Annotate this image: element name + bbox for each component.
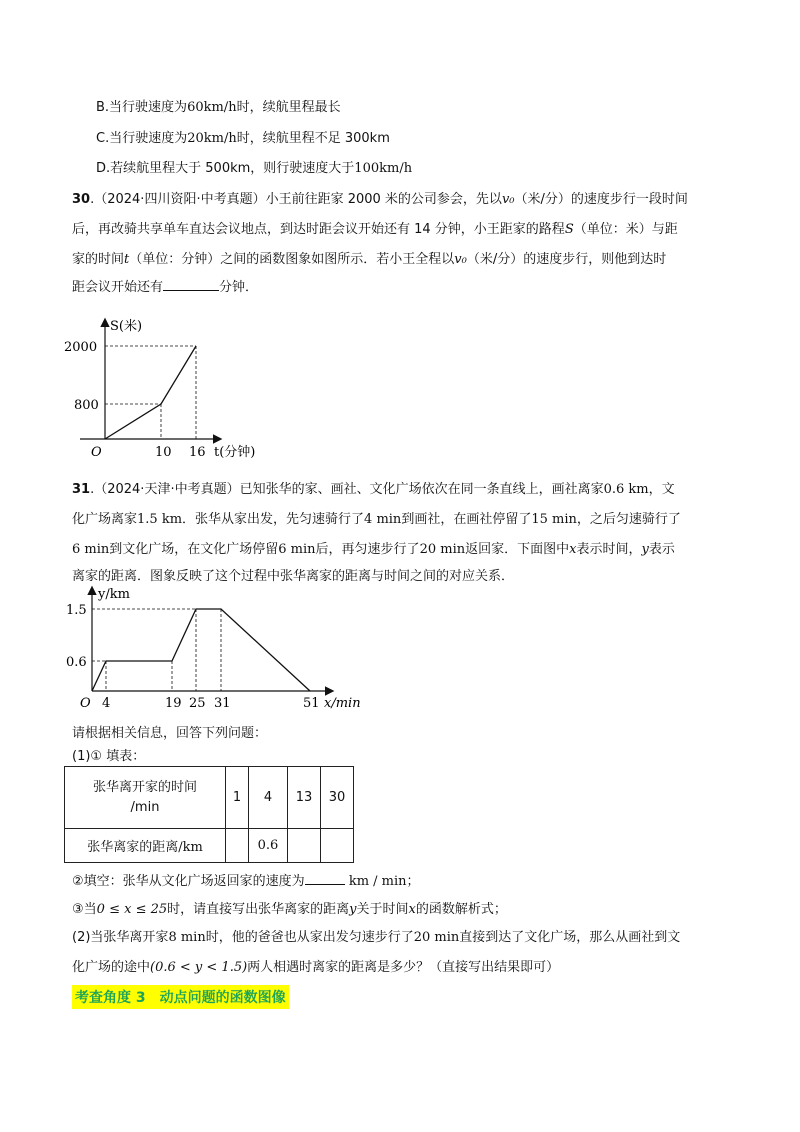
text: 表示 [648,542,675,557]
prompt: 请根据相关信息，回答下列问题： [72,726,268,741]
var-v0: v₀ [454,252,467,267]
value: 1.5 km [137,512,183,527]
x-tick-51: 51 [303,696,320,711]
text: 表示时间， [576,542,642,557]
option-value: 60km/h [187,100,237,115]
text: .（2024·四川资阳·中考真题）小王前往距家 2000 米的公司参会，先以 [90,192,502,207]
row-header-time [65,767,226,829]
part-1-heading [72,745,145,764]
text: /min [130,799,160,815]
table-cell: 30 [321,767,354,829]
q30-number: 30 [72,192,91,207]
part-2-line-2 [72,956,559,975]
x-tick-16: 16 [189,445,206,460]
y-tick-1.5: 1.5 [66,603,87,618]
y-axis-label: S(米) [110,319,143,334]
text: ； [406,874,420,889]
var-t: t [124,252,130,267]
answer-blank[interactable] [305,870,345,885]
option-text: .若续航里程大于 500km，则行驶速度大于 [106,161,355,176]
part-1-3 [72,898,507,917]
text: 返回家．下面图中 [465,542,570,557]
y-tick-0.6: 0.6 [66,655,87,670]
text: 张华离开家的时间 [92,779,197,795]
y-axis-label: y/km [98,587,130,602]
text: 两人相遇时离家的距离是多少？（直接写出结果即可） [247,960,560,975]
table-cell: 4 [249,767,288,829]
option-letter: B [96,100,105,115]
part-2-line-1 [72,926,680,945]
var-v0: v₀ [501,192,515,207]
text: 后，再改骑共享单车直达会议地点，到达时距会议开始还有 14 分钟，小王距家的路程 [72,222,565,237]
option-text: .当行驶速度为 [105,131,188,146]
var-x: x [569,542,577,557]
x-tick-31: 31 [214,696,231,711]
text: 化广场的途中 [72,960,151,975]
text: 的函数解析式； [415,902,507,917]
value: 0.6 km [603,482,649,497]
part-1-2 [72,870,420,889]
text: 离家的距离．图象反映了这个过程中张华离家的距离与时间之间的对应关系． [72,569,515,584]
value: 20 min [413,930,460,945]
x-tick-4: 4 [102,696,111,711]
answer-cell[interactable] [321,829,354,863]
condition: 0 ≤ x ≤ 25 [96,902,168,917]
x-axis-label: t(分钟) [214,445,256,460]
option-text: 时，续航里程不足 300km [236,131,390,146]
option-value: 20km/h [187,131,237,146]
table-cell: 0.6 [249,829,288,863]
text: 后，再匀速步行了 [315,542,420,557]
x-axis-label: x/min [324,696,361,711]
text: .（2024·天津·中考真题）已知张华的家、画社、文化广场依次在同一条直线上，画社离家 [90,482,604,497]
text: 直接到达了文化广场，那么从画社到文 [459,930,681,945]
text: ，文 [648,482,675,497]
option-letter: C [96,131,106,146]
y-tick-2000: 2000 [64,340,98,355]
option-d [96,157,412,176]
option-letter: D [96,161,107,176]
circle-number: ② [72,874,84,889]
text: 张华离家的距离 [87,840,179,855]
y-tick-800: 800 [74,398,99,413]
text: （米/分）的速度步行一段时间 [514,192,688,207]
table-row-distance [65,829,354,863]
text: 当张华离开家 [90,930,169,945]
x-tick-19: 19 [165,696,182,711]
q30-line-4 [72,276,258,295]
value: 8 min [168,930,206,945]
text: ．张华从家出发，先匀速骑行了 [182,512,365,527]
text: 时，他的爸爸也从家出发匀速步行了 [205,930,414,945]
q31-line-2 [72,508,681,527]
text: 填空：张华从文化广场返回家的速度为 [83,874,305,889]
origin-label: O [80,696,91,711]
series-line [92,609,310,691]
text: 距会议开始还有 [72,280,164,295]
part-label: (2) [72,930,91,945]
var-x: x [408,902,416,917]
var-s: S [564,222,574,237]
table-row-time [65,767,354,829]
option-text: .当行驶速度为 [104,100,188,115]
text: 家的时间 [72,252,125,267]
text: 填表： [106,749,146,764]
q30-line-3 [72,248,666,267]
option-b [96,96,341,115]
section-heading: 考查角度 3 动点问题的函数图像 [72,985,289,1009]
value: 4 min [364,512,402,527]
chart-distance-time-zhanghua [60,582,370,712]
text: （单位：分钟）之间的函数图象如图所示．若小王全程以 [129,252,455,267]
q31-number: 31 [72,482,91,497]
chart-distance-time-xiaowang [60,310,310,470]
table-cell: 1 [226,767,249,829]
text: 化广场离家 [72,512,138,527]
unit: /km [178,840,203,855]
var-y: y [349,902,357,917]
part-label: (1) [72,749,91,764]
q30-line-2 [72,218,678,237]
text: （米/分）的速度步行，则他到达时 [466,252,667,267]
q30-line-1 [72,188,688,207]
value: 20 min [419,542,466,557]
table-cell: 13 [288,767,321,829]
origin-label: O [91,445,102,460]
value: 6 min [278,542,316,557]
fill-in-table [64,766,354,863]
option-c [96,127,390,146]
text: ，之后匀速骑行了 [576,512,681,527]
text: （单位：米）与距 [573,222,678,237]
answer-blank[interactable] [163,276,219,291]
var-y: y [641,542,649,557]
row-header-distance [65,829,226,863]
x-tick-25: 25 [189,696,206,711]
answer-cell[interactable] [226,829,249,863]
value: 6 min [72,542,110,557]
q31-line-1 [72,478,675,497]
text: 分钟． [219,280,259,295]
text: 到文化广场，在文化广场停留 [109,542,279,557]
circle-number: ① [90,749,103,764]
text: 到画社，在画社停留了 [401,512,532,527]
text: 当 [83,902,97,917]
value: 15 min [531,512,577,527]
series-line [105,346,196,439]
answer-cell[interactable] [288,829,321,863]
option-text: 时，续航里程最长 [236,100,341,115]
q31-line-3 [72,538,675,557]
text: 时，请直接写出张华离家的距离 [167,902,350,917]
option-value: 100km/h [354,161,413,176]
unit: km / min [348,874,407,889]
circle-number: ③ [72,902,84,917]
x-tick-10: 10 [155,445,172,460]
text: 关于时间 [356,902,409,917]
condition: (0.6 < y < 1.5) [150,960,248,975]
